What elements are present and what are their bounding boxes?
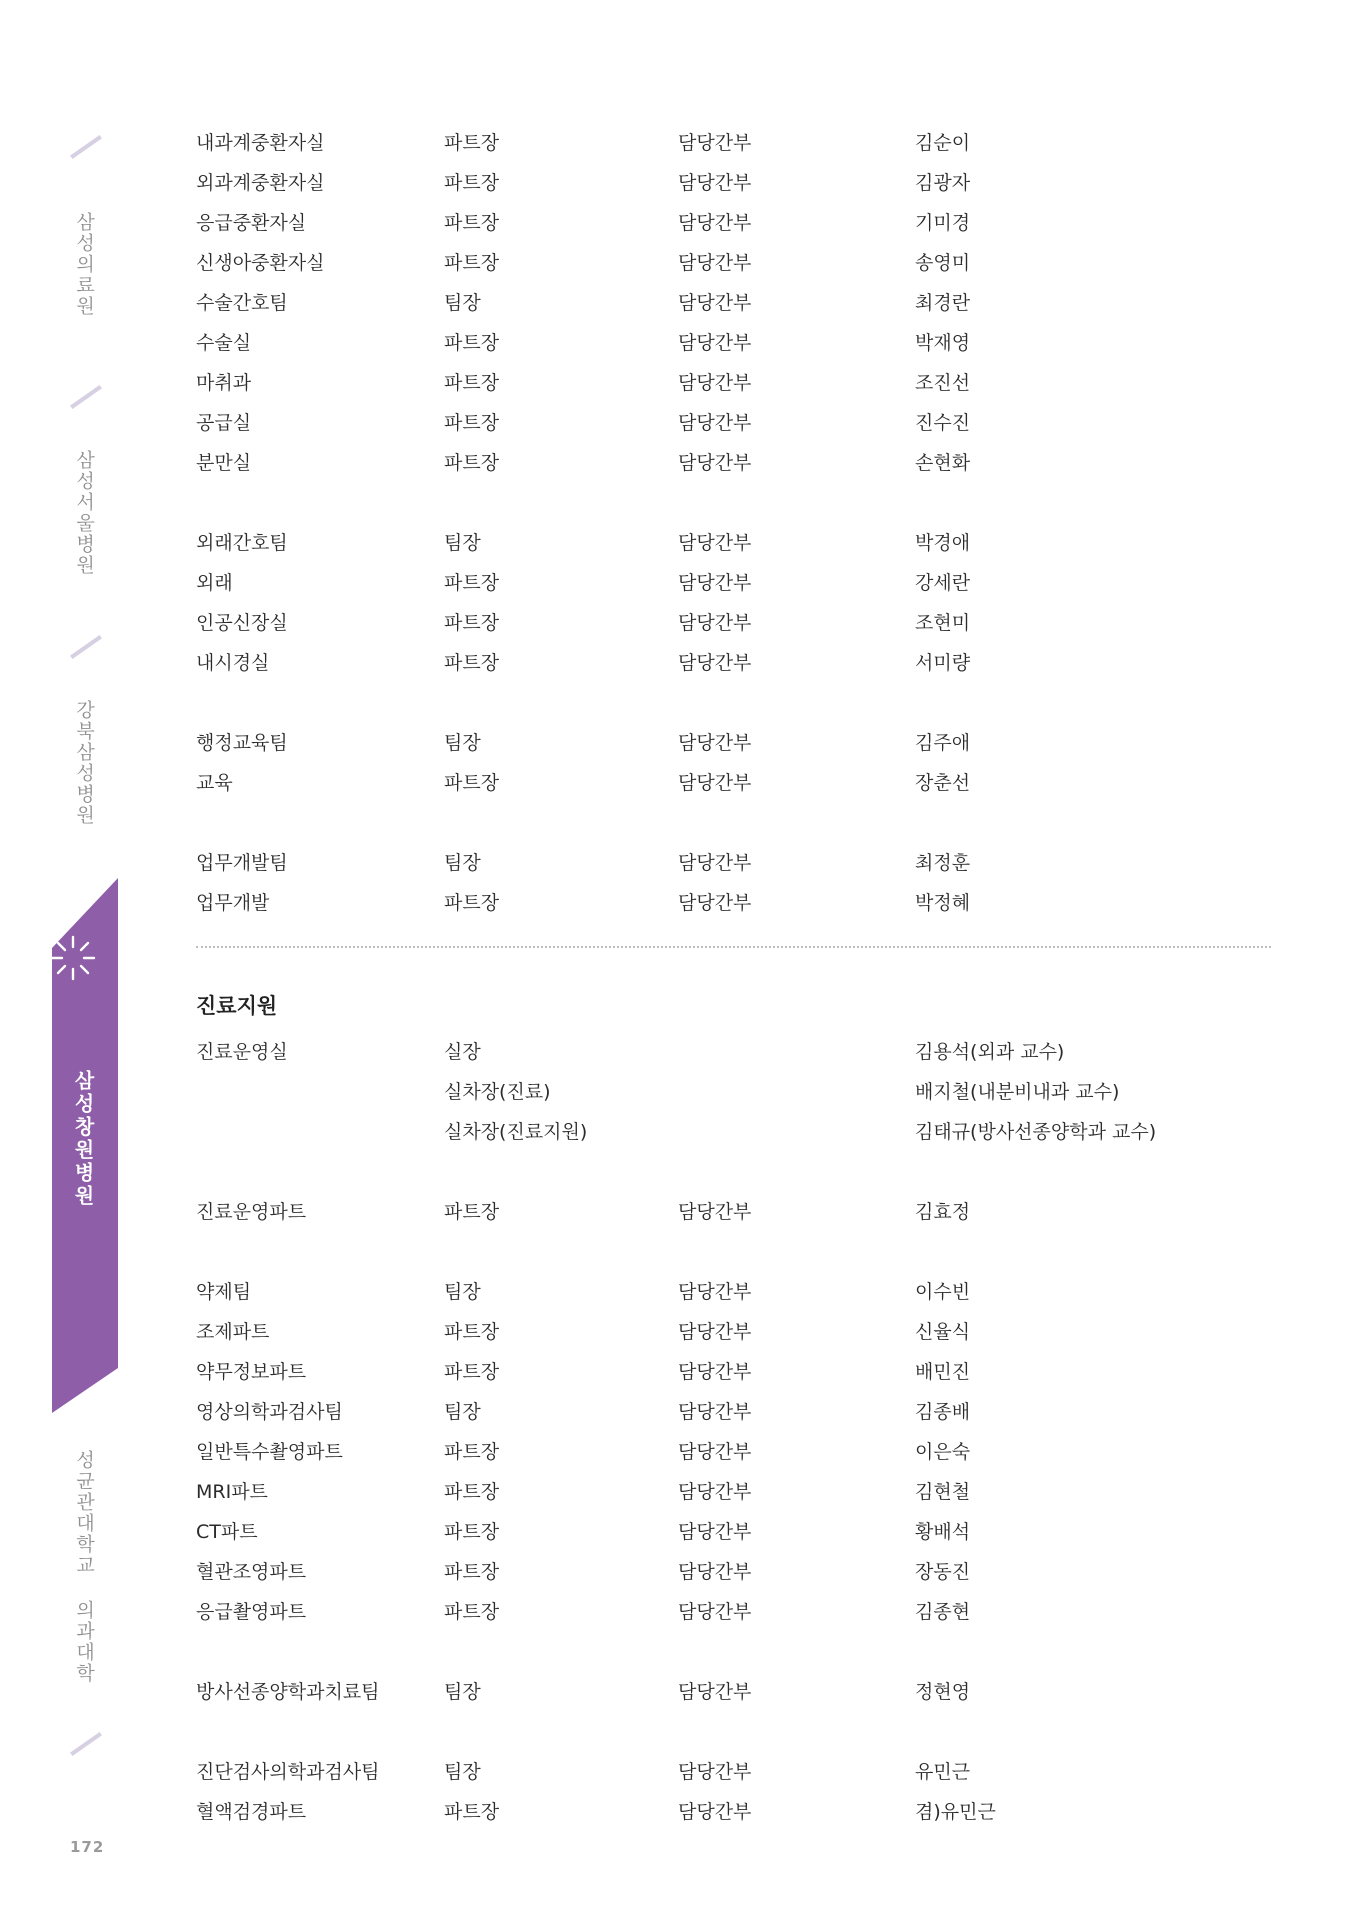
cell-name: 조현미 <box>915 612 971 634</box>
cell-position: 실차장(진료지원) <box>444 1121 588 1143</box>
cell-role: 담당간부 <box>678 372 752 394</box>
directory-row <box>0 1277 1357 1307</box>
directory-row <box>0 328 1357 358</box>
cell-department: 진단검사의학과검사팀 <box>196 1761 380 1783</box>
cell-department: 영상의학과검사팀 <box>196 1401 343 1423</box>
directory-row <box>0 528 1357 558</box>
cell-position: 파트장 <box>444 172 500 194</box>
sunburst-icon <box>50 935 96 981</box>
cell-position: 팀장 <box>444 1281 481 1303</box>
cell-name: 김순이 <box>915 132 971 154</box>
cell-position: 파트장 <box>444 1801 500 1823</box>
cell-position: 팀장 <box>444 292 481 314</box>
cell-department: 혈액검경파트 <box>196 1801 307 1823</box>
cell-position: 파트장 <box>444 452 500 474</box>
cell-department: 응급촬영파트 <box>196 1601 307 1623</box>
directory-row <box>0 368 1357 398</box>
cell-name: 이은숙 <box>915 1441 971 1463</box>
cell-department: 수술실 <box>196 332 252 354</box>
cell-department: 일반특수촬영파트 <box>196 1441 343 1463</box>
cell-role: 담당간부 <box>678 1561 752 1583</box>
cell-position: 파트장 <box>444 612 500 634</box>
cell-department: 업무개발 <box>196 892 270 914</box>
cell-role: 담당간부 <box>678 732 752 754</box>
section-divider <box>196 946 1271 948</box>
cell-department: 분만실 <box>196 452 252 474</box>
cell-department: 진료운영실 <box>196 1041 288 1063</box>
cell-name: 박정혜 <box>915 892 971 914</box>
cell-name: 김효정 <box>915 1201 971 1223</box>
cell-role: 담당간부 <box>678 1601 752 1623</box>
directory-row <box>0 1397 1357 1427</box>
directory-row <box>0 888 1357 918</box>
cell-position: 파트장 <box>444 132 500 154</box>
directory-row <box>0 1517 1357 1547</box>
directory-row <box>0 728 1357 758</box>
cell-name: 진수진 <box>915 412 971 434</box>
cell-position: 파트장 <box>444 332 500 354</box>
cell-name: 김주애 <box>915 732 971 754</box>
cell-role: 담당간부 <box>678 612 752 634</box>
cell-department: 외래 <box>196 572 233 594</box>
cell-role: 담당간부 <box>678 1441 752 1463</box>
cell-role: 담당간부 <box>678 1761 752 1783</box>
section-title: 진료지원 <box>196 994 278 1018</box>
cell-name: 김용석(외과 교수) <box>915 1041 1065 1063</box>
directory-row <box>0 1037 1357 1067</box>
cell-name: 강세란 <box>915 572 971 594</box>
cell-name: 김태규(방사선종양학과 교수) <box>915 1121 1157 1143</box>
cell-name: 신율식 <box>915 1321 971 1343</box>
cell-position: 파트장 <box>444 1481 500 1503</box>
directory-row <box>0 248 1357 278</box>
cell-name: 이수빈 <box>915 1281 971 1303</box>
cell-name: 황배석 <box>915 1521 971 1543</box>
cell-name: 최경란 <box>915 292 971 314</box>
cell-role: 담당간부 <box>678 1321 752 1343</box>
cell-position: 파트장 <box>444 1601 500 1623</box>
directory-row <box>0 1597 1357 1627</box>
cell-department: 마취과 <box>196 372 252 394</box>
cell-role: 담당간부 <box>678 1401 752 1423</box>
cell-position: 파트장 <box>444 1561 500 1583</box>
cell-name: 손현화 <box>915 452 971 474</box>
cell-position: 파트장 <box>444 652 500 674</box>
cell-name: 송영미 <box>915 252 971 274</box>
directory-row <box>0 1757 1357 1787</box>
cell-role: 담당간부 <box>678 572 752 594</box>
directory-row <box>0 768 1357 798</box>
cell-position: 파트장 <box>444 1521 500 1543</box>
cell-position: 파트장 <box>444 252 500 274</box>
cell-name: 박재영 <box>915 332 971 354</box>
cell-role: 담당간부 <box>678 532 752 554</box>
cell-role: 담당간부 <box>678 772 752 794</box>
cell-role: 담당간부 <box>678 652 752 674</box>
cell-department: 혈관조영파트 <box>196 1561 307 1583</box>
cell-department: 업무개발팀 <box>196 852 288 874</box>
cell-position: 파트장 <box>444 1321 500 1343</box>
cell-role: 담당간부 <box>678 892 752 914</box>
cell-name: 김종배 <box>915 1401 971 1423</box>
cell-department: 조제파트 <box>196 1321 270 1343</box>
cell-role: 담당간부 <box>678 212 752 234</box>
cell-position: 파트장 <box>444 892 500 914</box>
cell-department: 공급실 <box>196 412 252 434</box>
directory-row <box>0 128 1357 158</box>
cell-position: 파트장 <box>444 1201 500 1223</box>
cell-name: 서미량 <box>915 652 971 674</box>
directory-row <box>0 1317 1357 1347</box>
directory-row <box>0 408 1357 438</box>
cell-role: 담당간부 <box>678 292 752 314</box>
cell-name: 조진선 <box>915 372 971 394</box>
cell-department: 인공신장실 <box>196 612 288 634</box>
cell-name: 김광자 <box>915 172 971 194</box>
cell-position: 실장 <box>444 1041 481 1063</box>
cell-role: 담당간부 <box>678 412 752 434</box>
cell-position: 파트장 <box>444 1361 500 1383</box>
cell-name: 김현철 <box>915 1481 971 1503</box>
cell-position: 파트장 <box>444 412 500 434</box>
directory-row <box>0 648 1357 678</box>
directory-row <box>0 1077 1357 1107</box>
directory-row <box>0 208 1357 238</box>
cell-position: 파트장 <box>444 772 500 794</box>
cell-role: 담당간부 <box>678 172 752 194</box>
cell-name: 유민근 <box>915 1761 971 1783</box>
cell-position: 파트장 <box>444 572 500 594</box>
cell-department: MRI파트 <box>196 1481 268 1503</box>
cell-position: 팀장 <box>444 1401 481 1423</box>
cell-role: 담당간부 <box>678 332 752 354</box>
directory-row <box>0 288 1357 318</box>
side-nav-item-kangbuk-samsung[interactable]: 강북삼성병원 <box>73 700 95 826</box>
cell-role: 담당간부 <box>678 1201 752 1223</box>
cell-position: 파트장 <box>444 212 500 234</box>
cell-department: 약무정보파트 <box>196 1361 307 1383</box>
directory-row <box>0 1477 1357 1507</box>
side-nav-item-samsung-medical[interactable]: 삼성의료원 <box>73 212 95 317</box>
directory-row <box>0 848 1357 878</box>
cell-role: 담당간부 <box>678 452 752 474</box>
cell-name: 기미경 <box>915 212 971 234</box>
directory-row <box>0 1677 1357 1707</box>
cell-position: 파트장 <box>444 372 500 394</box>
cell-name: 박경애 <box>915 532 971 554</box>
cell-name: 정현영 <box>915 1681 971 1703</box>
cell-department: 방사선종양학과치료팀 <box>196 1681 380 1703</box>
page-number: 172 <box>70 1838 105 1856</box>
cell-department: 외과계중환자실 <box>196 172 325 194</box>
side-nav-item-skku-medicine[interactable]: 성균관대학교 의과대학 <box>73 1450 95 1684</box>
cell-role: 담당간부 <box>678 252 752 274</box>
directory-row <box>0 1197 1357 1227</box>
cell-department: CT파트 <box>196 1521 258 1543</box>
cell-position: 팀장 <box>444 532 481 554</box>
cell-role: 담당간부 <box>678 1481 752 1503</box>
cell-role: 담당간부 <box>678 1361 752 1383</box>
cell-name: 최정훈 <box>915 852 971 874</box>
cell-department: 내과계중환자실 <box>196 132 325 154</box>
cell-name: 겸)유민근 <box>915 1801 996 1823</box>
directory-row <box>0 1357 1357 1387</box>
cell-department: 외래간호팀 <box>196 532 288 554</box>
cell-role: 담당간부 <box>678 1281 752 1303</box>
cell-name: 배지철(내분비내과 교수) <box>915 1081 1120 1103</box>
directory-row <box>0 168 1357 198</box>
nav-slash-decoration <box>70 1732 102 1756</box>
cell-position: 팀장 <box>444 732 481 754</box>
cell-position: 팀장 <box>444 852 481 874</box>
directory-row <box>0 608 1357 638</box>
cell-name: 장동진 <box>915 1561 971 1583</box>
cell-department: 수술간호팀 <box>196 292 288 314</box>
cell-department: 행정교육팀 <box>196 732 288 754</box>
cell-name: 장춘선 <box>915 772 971 794</box>
cell-role: 담당간부 <box>678 852 752 874</box>
directory-row <box>0 1557 1357 1587</box>
cell-department: 내시경실 <box>196 652 270 674</box>
side-nav-item-samsung-changwon[interactable]: 삼성창원병원 <box>71 1070 95 1208</box>
cell-position: 실차장(진료) <box>444 1081 551 1103</box>
cell-department: 교육 <box>196 772 233 794</box>
cell-role: 담당간부 <box>678 1521 752 1543</box>
cell-position: 팀장 <box>444 1761 481 1783</box>
cell-position: 파트장 <box>444 1441 500 1463</box>
directory-row <box>0 1437 1357 1467</box>
directory-row <box>0 1797 1357 1827</box>
cell-department: 진료운영파트 <box>196 1201 307 1223</box>
cell-name: 김종현 <box>915 1601 971 1623</box>
directory-row <box>0 568 1357 598</box>
cell-position: 팀장 <box>444 1681 481 1703</box>
directory-row <box>0 1117 1357 1147</box>
cell-name: 배민진 <box>915 1361 971 1383</box>
cell-department: 응급중환자실 <box>196 212 307 234</box>
cell-role: 담당간부 <box>678 1801 752 1823</box>
cell-department: 신생아중환자실 <box>196 252 325 274</box>
cell-role: 담당간부 <box>678 1681 752 1703</box>
cell-department: 약제팀 <box>196 1281 252 1303</box>
side-nav-item-samsung-seoul[interactable]: 삼성서울병원 <box>73 450 95 576</box>
cell-role: 담당간부 <box>678 132 752 154</box>
directory-row <box>0 448 1357 478</box>
